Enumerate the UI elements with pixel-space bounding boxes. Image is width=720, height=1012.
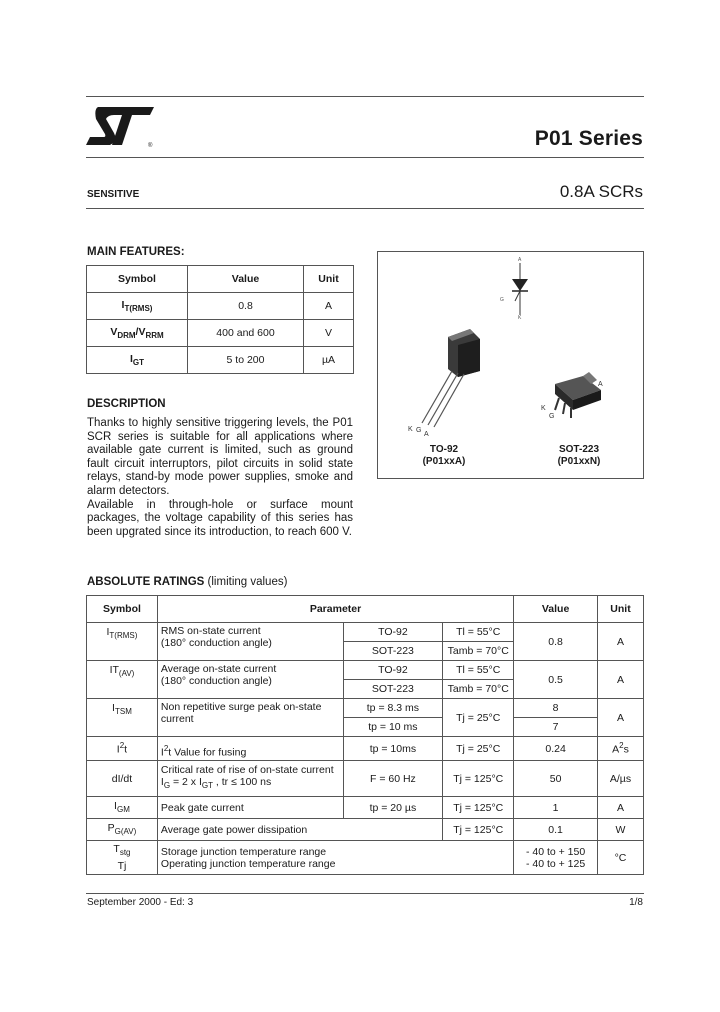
condition-cell: tp = 8.3 ms bbox=[343, 699, 443, 718]
temperature-cell: Tl = 55°C bbox=[443, 661, 514, 680]
value-cell: 0.1 bbox=[514, 819, 598, 841]
package-name: TO-92 bbox=[429, 444, 459, 455]
pin-label: G bbox=[549, 413, 555, 420]
to92-package-icon bbox=[400, 325, 490, 440]
value-cell: 400 and 600 bbox=[188, 320, 304, 347]
st-logo bbox=[84, 103, 156, 149]
unit-cell: A/µs bbox=[598, 761, 644, 797]
symbol-cell: $I_{GM}$ bbox=[87, 797, 158, 819]
page-number: 1/8 bbox=[629, 897, 643, 908]
scr-symbol-icon bbox=[490, 255, 550, 320]
table-header-row bbox=[87, 266, 354, 293]
value-cell: 0.8 bbox=[514, 623, 598, 661]
column-header: Symbol bbox=[87, 596, 158, 623]
unit-cell: W bbox=[598, 819, 644, 841]
column-header: Unit bbox=[304, 266, 354, 293]
parameter-cell: RMS on-state current (180° conduction angle) bbox=[157, 623, 343, 661]
column-header: Value bbox=[514, 596, 598, 623]
value-cell: 8 bbox=[514, 699, 598, 718]
description-heading: DESCRIPTION bbox=[87, 398, 166, 410]
condition-cell: SOT-223 bbox=[343, 642, 443, 661]
package-code: (P01xxA) bbox=[422, 456, 466, 467]
condition-cell: tp = 10 ms bbox=[343, 718, 443, 737]
symbol-cell: $I_{TSM}$ bbox=[87, 699, 158, 737]
parameter-cell: Critical rate of rise of on-state current $I_G = 2$ x $I_{GT}$ , tr ≤ 100 ns bbox=[157, 761, 343, 797]
value-cell: 7 bbox=[514, 718, 598, 737]
pin-label: K bbox=[408, 426, 413, 433]
column-header: Parameter bbox=[157, 596, 513, 623]
value-cell: 0.5 bbox=[514, 661, 598, 699]
description-text bbox=[87, 417, 353, 539]
table-row bbox=[87, 737, 644, 761]
condition-cell: TO-92 bbox=[343, 623, 443, 642]
symbol-cell: dI/dt bbox=[87, 761, 158, 797]
condition-cell: tp = 10ms bbox=[343, 737, 443, 761]
pin-label: K bbox=[541, 405, 546, 412]
temperature-cell: Tj = 25°C bbox=[443, 737, 514, 761]
package-code: (P01xxN) bbox=[557, 456, 601, 467]
value-cell: 0.24 bbox=[514, 737, 598, 761]
table-row bbox=[87, 293, 354, 320]
symbol-cell: $V_{DRM}/V_{RRM}$ bbox=[87, 320, 188, 347]
sot223-label bbox=[549, 444, 609, 468]
condition-cell: tp = 20 µs bbox=[343, 797, 443, 819]
table-row bbox=[87, 819, 644, 841]
parameter-cell: Average on-state current (180° conduction angle) bbox=[157, 661, 343, 699]
value-cell: 50 bbox=[514, 761, 598, 797]
column-header: Value bbox=[188, 266, 304, 293]
heading-note: (limiting values) bbox=[207, 576, 288, 588]
to92-label bbox=[416, 444, 472, 468]
pin-label: G bbox=[416, 427, 422, 434]
category-label: SENSITIVE bbox=[87, 189, 140, 200]
condition-cell: F = 60 Hz bbox=[343, 761, 443, 797]
cathode-label: K bbox=[518, 315, 522, 320]
value-cell: 1 bbox=[514, 797, 598, 819]
svg-text:®: ® bbox=[148, 143, 153, 149]
sot223-package-icon bbox=[535, 370, 615, 425]
column-header: Symbol bbox=[87, 266, 188, 293]
temperature-cell: Tj = 125°C bbox=[443, 761, 514, 797]
unit-cell: A bbox=[598, 797, 644, 819]
value-cell: 5 to 200 bbox=[188, 347, 304, 374]
table-row bbox=[87, 699, 644, 718]
table-row bbox=[87, 761, 644, 797]
description-paragraph: Available in through-hole or surface mount packages, the voltage capability of this series has been upgrated since its introduction, to reach 600 V. bbox=[87, 498, 353, 538]
main-features-table bbox=[86, 265, 354, 374]
temperature-cell: Tamb = 70°C bbox=[443, 680, 514, 699]
unit-cell: V bbox=[304, 320, 354, 347]
table-row bbox=[87, 623, 644, 642]
temperature-cell: Tj = 125°C bbox=[443, 819, 514, 841]
unit-cell: µA bbox=[304, 347, 354, 374]
unit-cell: °C bbox=[598, 841, 644, 875]
value-cell: 0.8 bbox=[188, 293, 304, 320]
parameter-cell: Peak gate current bbox=[157, 797, 343, 819]
unit-cell: A bbox=[598, 699, 644, 737]
table-row bbox=[87, 841, 644, 875]
unit-cell: A bbox=[304, 293, 354, 320]
symbol-cell: $T_{stg}$ Tj bbox=[87, 841, 158, 875]
package-name: SOT-223 bbox=[558, 444, 600, 455]
symbol-cell: $I_{GT}$ bbox=[87, 347, 188, 374]
anode-label: A bbox=[518, 257, 522, 263]
symbol-cell: $P_{G(AV)}$ bbox=[87, 819, 158, 841]
condition-cell: TO-92 bbox=[343, 661, 443, 680]
table-row bbox=[87, 797, 644, 819]
top-rule bbox=[86, 96, 644, 97]
column-header: Unit bbox=[598, 596, 644, 623]
symbol-cell: $I_{T(RMS)}$ bbox=[87, 293, 188, 320]
symbol-cell: $IT_{(AV)}$ bbox=[87, 661, 158, 699]
pin-label: A bbox=[424, 431, 429, 438]
parameter-cell: Storage junction temperature range Operating junction temperature range bbox=[157, 841, 513, 875]
main-features-heading: MAIN FEATURES: bbox=[87, 246, 185, 258]
subtitle-rule bbox=[86, 208, 644, 209]
parameter-cell: Non repetitive surge peak on-state current bbox=[157, 699, 343, 737]
heading-text: ABSOLUTE RATINGS bbox=[87, 576, 205, 588]
symbol-cell: $I_{T(RMS)}$ bbox=[87, 623, 158, 661]
table-row bbox=[87, 320, 354, 347]
absolute-ratings-table bbox=[86, 595, 644, 875]
unit-cell: A bbox=[598, 661, 644, 699]
unit-cell: $A^2s$ bbox=[598, 737, 644, 761]
table-row bbox=[87, 661, 644, 680]
unit-cell: A bbox=[598, 623, 644, 661]
table-row bbox=[87, 347, 354, 374]
page-subtitle: 0.8A SCRs bbox=[559, 182, 643, 201]
pin-label: A bbox=[598, 381, 603, 388]
page-title: P01 Series bbox=[534, 127, 643, 150]
footer-rule bbox=[86, 893, 644, 894]
temperature-cell: Tj = 25°C bbox=[443, 699, 514, 737]
parameter-cell: Average gate power dissipation bbox=[157, 819, 442, 841]
description-paragraph: Thanks to highly sensitive triggering levels, the P01 SCR series is suitable for all applications where available gate current is limited, such as ground fault circuit interruptors, pilot circuits in solid state relays, stand-by mode power supplies, smoke and alarm detectors. bbox=[87, 417, 353, 497]
header-rule bbox=[86, 157, 644, 158]
temperature-cell: Tamb = 70°C bbox=[443, 642, 514, 661]
condition-cell: SOT-223 bbox=[343, 680, 443, 699]
gate-label: G bbox=[500, 297, 504, 303]
footer-date: September 2000 - Ed: 3 bbox=[87, 897, 194, 908]
parameter-cell: $I^2t$ Value for fusing bbox=[157, 737, 343, 761]
symbol-cell: $I^2t$ bbox=[87, 737, 158, 761]
table-header-row bbox=[87, 596, 644, 623]
absolute-ratings-heading bbox=[87, 576, 287, 588]
value-cell: - 40 to + 150 - 40 to + 125 bbox=[514, 841, 598, 875]
temperature-cell: Tj = 125°C bbox=[443, 797, 514, 819]
temperature-cell: Tl = 55°C bbox=[443, 623, 514, 642]
